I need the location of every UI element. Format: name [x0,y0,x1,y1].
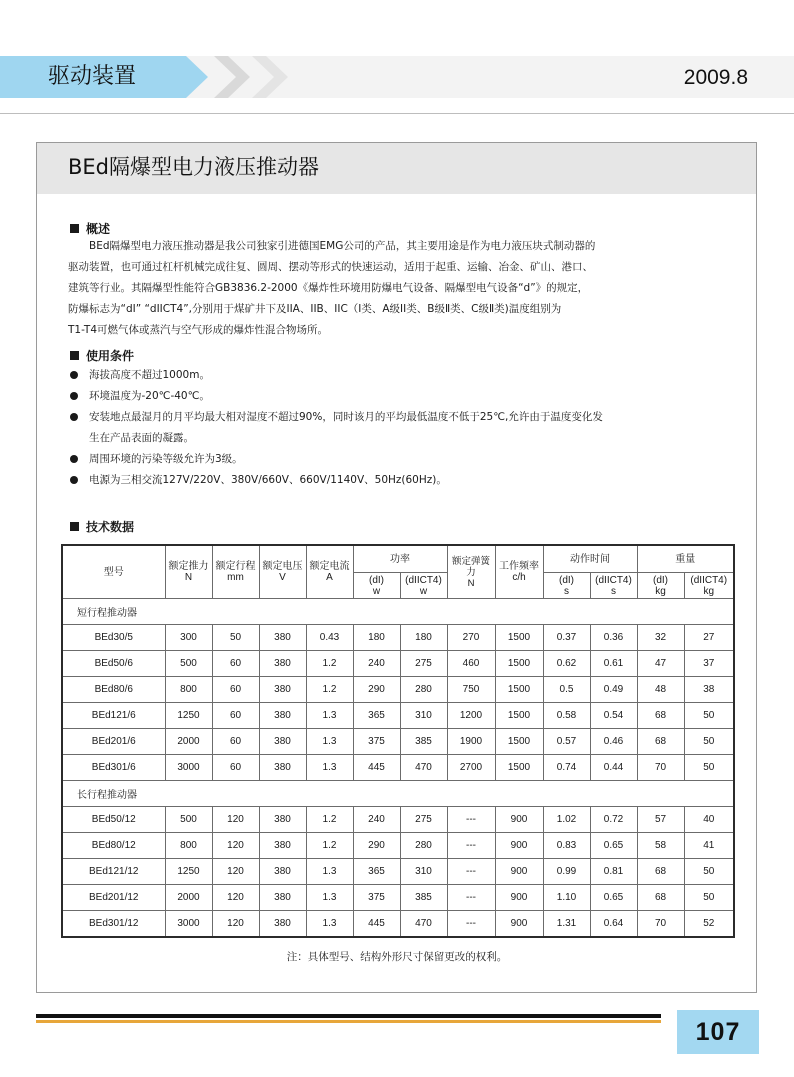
table-cell: 50 [684,755,734,781]
subheader-weight-dIICT4 [684,573,734,599]
table-group-row [62,781,734,807]
header-current-text: 额定电流 [309,561,350,572]
list-item-text-continued: 生在产品表面的凝露。 [89,432,194,444]
group-label: 长行程推动器 [62,781,734,807]
table-cell: 0.81 [590,859,637,885]
overview-line: 建筑等行业。其隔爆型性能符合GB3836.2-2000《爆炸性环境用防爆电气设备、隔爆型电气设备“d”》的规定， [68,282,589,294]
table-cell: 1.2 [306,807,353,833]
table-cell: 800 [165,677,212,703]
model-cell: BEd30/5 [62,625,165,651]
table-cell: 445 [353,911,400,938]
table-cell: 300 [165,625,212,651]
table-row [62,755,734,781]
list-item-text: 海拔高度不超过1000m。 [89,369,210,381]
table-row [62,885,734,911]
table-cell: 900 [495,885,543,911]
header-action-text: 动作时间 [570,553,610,565]
table-cell: 1500 [495,677,543,703]
table-cell: 47 [637,651,684,677]
header-spring [447,545,495,599]
model-cell: BEd121/12 [62,859,165,885]
subheader-unit: w [419,585,428,597]
subheader-unit: kg [703,585,715,597]
section-title: 驱动装置 [48,64,137,89]
table-cell: 385 [400,885,447,911]
bullet-dot-icon [70,371,78,379]
list-item [70,407,680,449]
table-row [62,833,734,859]
table-cell: 0.36 [590,625,637,651]
header-divider [0,113,794,114]
table-cell: 290 [353,677,400,703]
header-power [353,545,447,573]
table-cell: --- [447,885,495,911]
table-cell: 380 [259,807,306,833]
table-cell: 27 [684,625,734,651]
bullet-dot-icon [70,392,78,400]
overview-heading-text: 概述 [86,222,111,236]
table-cell: 50 [684,885,734,911]
issue-date: 2009.8 [683,66,748,89]
table-cell: 50 [212,625,259,651]
square-bullet-icon [70,351,79,360]
table-cell: 1.02 [543,807,590,833]
table-cell: 1.10 [543,885,590,911]
table-cell: 120 [212,885,259,911]
list-item-text: 环境温度为-20℃-40℃。 [89,390,210,402]
bullet-dot-icon [70,476,78,484]
table-cell: 900 [495,859,543,885]
table-cell: 50 [684,703,734,729]
table-cell: 40 [684,807,734,833]
header-stroke-unit: mm [227,572,244,583]
header-current-unit: A [326,572,333,583]
subheader-unit: kg [655,585,666,597]
subheader-text: (dI) [559,574,574,586]
table-cell: --- [447,833,495,859]
header-force-unit: N [184,572,193,583]
model-cell: BEd301/12 [62,911,165,938]
subheader-text: (dI) [369,574,384,586]
table-cell: 0.37 [543,625,590,651]
header-voltage-unit: V [279,572,286,583]
table-cell: 120 [212,833,259,859]
list-item [70,449,680,470]
table-cell: 120 [212,807,259,833]
table-cell: 380 [259,651,306,677]
subheader-power-dI [353,573,400,599]
table-cell: 0.65 [590,885,637,911]
table-cell: 380 [259,703,306,729]
table-cell: 375 [353,729,400,755]
table-cell: --- [447,911,495,938]
table-row [62,729,734,755]
bullet-dot-icon [70,455,78,463]
table-cell: 1.3 [306,885,353,911]
table-cell: 0.65 [590,833,637,859]
header-freq [495,545,543,599]
table-cell: 280 [400,677,447,703]
table-row [62,625,734,651]
table-cell: 380 [259,677,306,703]
table-cell: 500 [165,651,212,677]
table-cell: 1.3 [306,703,353,729]
table-cell: 60 [212,651,259,677]
table-cell: 1500 [495,625,543,651]
table-cell: 365 [353,859,400,885]
header-weight [637,545,734,573]
table-row [62,651,734,677]
table-cell: 48 [637,677,684,703]
table-cell: 0.57 [543,729,590,755]
square-bullet-icon [70,522,79,531]
subheader-text: (dIICT4) [690,574,728,586]
table-cell: 60 [212,729,259,755]
subheader-action-dI [543,573,590,599]
table-cell: 120 [212,911,259,938]
table-cell: 750 [447,677,495,703]
table-cell: 68 [637,703,684,729]
table-cell: 0.46 [590,729,637,755]
table-cell: 310 [400,859,447,885]
model-cell: BEd201/6 [62,729,165,755]
table-cell: --- [447,807,495,833]
table-cell: 50 [684,729,734,755]
table-cell: 68 [637,859,684,885]
overview-line: T1-T4可燃气体或蒸汽与空气形成的爆炸性混合物场所。 [68,324,329,336]
model-cell: BEd201/12 [62,885,165,911]
table-cell: 0.5 [543,677,590,703]
table-cell: 0.44 [590,755,637,781]
table-cell: 0.58 [543,703,590,729]
table-cell: 1.3 [306,729,353,755]
table-cell: 380 [259,755,306,781]
table-cell: 38 [684,677,734,703]
table-cell: 58 [637,833,684,859]
table-cell: 1500 [495,729,543,755]
table-row [62,859,734,885]
table-cell: 1250 [165,859,212,885]
table-cell: 50 [684,859,734,885]
model-cell: BEd50/12 [62,807,165,833]
header-action-time [543,545,637,573]
table-cell: 380 [259,833,306,859]
square-bullet-icon [70,224,79,233]
header-voltage-text: 额定电压 [262,561,303,572]
subheader-unit: s [564,585,569,597]
table-cell: 385 [400,729,447,755]
subheader-text: (dI) [653,574,668,586]
table-cell: 900 [495,911,543,938]
list-item-text: 周围环境的污染等级允许为3级。 [89,453,243,465]
table-cell: 1.3 [306,911,353,938]
header-spring-text: 额定弹簧力 [451,555,490,578]
header-current [306,545,353,599]
table-cell: 70 [637,911,684,938]
header-stroke-text: 额定行程 [215,561,256,572]
table-cell: 380 [259,859,306,885]
table-cell: 60 [212,703,259,729]
table-cell: 0.99 [543,859,590,885]
table-cell: 1.2 [306,833,353,859]
table-cell: 310 [400,703,447,729]
conditions-heading-text: 使用条件 [86,349,135,363]
table-cell: 0.72 [590,807,637,833]
table-cell: 60 [212,755,259,781]
table-cell: 240 [353,807,400,833]
table-cell: 60 [212,677,259,703]
table-cell: 1.2 [306,651,353,677]
subheader-action-dIICT4 [590,573,637,599]
model-cell: BEd80/12 [62,833,165,859]
table-cell: 270 [447,625,495,651]
table-row [62,911,734,938]
header-weight-text: 重量 [675,553,696,565]
subheader-unit: s [611,585,616,597]
table-cell: 0.83 [543,833,590,859]
overview-line: BEd隔爆型电力液压推动器是我公司独家引进德国EMG公司的产品，其主要用途是作为电力液压块式制动器的 [89,240,596,252]
table-cell: 180 [353,625,400,651]
table-cell: 900 [495,807,543,833]
model-cell: BEd50/6 [62,651,165,677]
conditions-list [70,365,680,491]
footer-rule-black [36,1014,661,1018]
table-cell: 0.74 [543,755,590,781]
list-item [70,470,680,491]
table-cell: 380 [259,729,306,755]
table-cell: 180 [400,625,447,651]
bullet-dot-icon [70,413,78,421]
table-cell: 380 [259,885,306,911]
table-cell: 275 [400,651,447,677]
table-cell: 2700 [447,755,495,781]
header-model [62,545,165,599]
table-group-row [62,599,734,625]
table-cell: 900 [495,833,543,859]
list-item-text: 电源为三相交流127V/220V、380V/660V、660V/1140V、50Hz(60Hz)。 [89,474,447,486]
table-row [62,807,734,833]
tech-heading [70,519,134,535]
table-cell: 290 [353,833,400,859]
table-cell: 37 [684,651,734,677]
subheader-power-dIICT4 [400,573,447,599]
header-freq-text: 工作频率 [499,561,539,572]
group-label: 短行程推动器 [62,599,734,625]
table-cell: 460 [447,651,495,677]
table-cell: 0.62 [543,651,590,677]
table-cell: 68 [637,729,684,755]
list-item [70,386,680,407]
overview-line: 驱动装置，也可通过杠杆机械完成往复、圆周、摆动等形式的快速运动，适用于起重、运输、冶金、矿山、港口、 [68,261,593,273]
subheader-text: (dIICT4) [405,574,442,586]
footer-rule-orange [36,1020,661,1023]
table-cell: 2000 [165,885,212,911]
overview-heading [70,221,110,237]
header-freq-unit: c/h [512,572,526,583]
table-cell: 1500 [495,755,543,781]
header-stroke [212,545,259,599]
table-cell: 365 [353,703,400,729]
table-cell: 32 [637,625,684,651]
table-cell: 470 [400,755,447,781]
table-cell: 380 [259,625,306,651]
table-cell: 57 [637,807,684,833]
table-cell: 68 [637,885,684,911]
table-cell: 0.43 [306,625,353,651]
page-title: BEd隔爆型电力液压推动器 [68,155,320,179]
table-cell: 500 [165,807,212,833]
header-spring-unit: N [467,577,475,589]
table-cell: 800 [165,833,212,859]
header-power-text: 功率 [390,553,410,565]
table-cell: 0.49 [590,677,637,703]
overview-line: 防爆标志为“dI” “dIICT4”,分别用于煤矿井下及IIA、IIB、IIC（I类、A级II类、B级Ⅱ类、C级Ⅱ类)温度组别为 [68,303,562,315]
table-cell: 1200 [447,703,495,729]
table-row [62,703,734,729]
conditions-heading [70,348,134,364]
tech-data-table [61,544,735,938]
table-cell: 275 [400,807,447,833]
subheader-text: (dIICT4) [595,574,632,586]
table-cell: 470 [400,911,447,938]
page-number: 107 [695,1018,741,1046]
list-item-text: 安装地点最湿月的月平均最大相对湿度不超过90%，同时该月的平均最低温度不低于25℃,允许由于温度变化发 [89,411,603,423]
table-cell: 1250 [165,703,212,729]
table-cell: 375 [353,885,400,911]
table-cell: 70 [637,755,684,781]
tech-table-body [62,599,734,938]
subheader-weight-dI [637,573,684,599]
table-cell: 0.64 [590,911,637,938]
table-row [62,677,734,703]
table-cell: 1900 [447,729,495,755]
table-cell: 1.31 [543,911,590,938]
table-cell: 0.61 [590,651,637,677]
table-cell: 3000 [165,911,212,938]
table-cell: 1500 [495,651,543,677]
table-cell: 280 [400,833,447,859]
table-cell: 380 [259,911,306,938]
table-cell: 0.54 [590,703,637,729]
table-cell: 1.2 [306,677,353,703]
table-cell: 240 [353,651,400,677]
table-cell: 41 [684,833,734,859]
table-cell: 1.3 [306,859,353,885]
table-cell: 52 [684,911,734,938]
table-cell: 2000 [165,729,212,755]
model-cell: BEd121/6 [62,703,165,729]
model-cell: BEd301/6 [62,755,165,781]
subheader-unit: w [372,585,381,597]
list-item [70,365,680,386]
model-cell: BEd80/6 [62,677,165,703]
table-cell: 1.3 [306,755,353,781]
tech-heading-text: 技术数据 [86,520,135,534]
table-cell: --- [447,859,495,885]
header-force-text: 额定推力 [168,561,209,572]
table-cell: 120 [212,859,259,885]
table-cell: 3000 [165,755,212,781]
header-model-text: 型号 [103,566,124,578]
overview-paragraph [68,236,680,341]
table-note: 注：具体型号、结构外形尺寸保留更改的权利。 [286,951,508,963]
header-force [165,545,212,599]
table-cell: 1500 [495,703,543,729]
header-voltage [259,545,306,599]
table-cell: 445 [353,755,400,781]
